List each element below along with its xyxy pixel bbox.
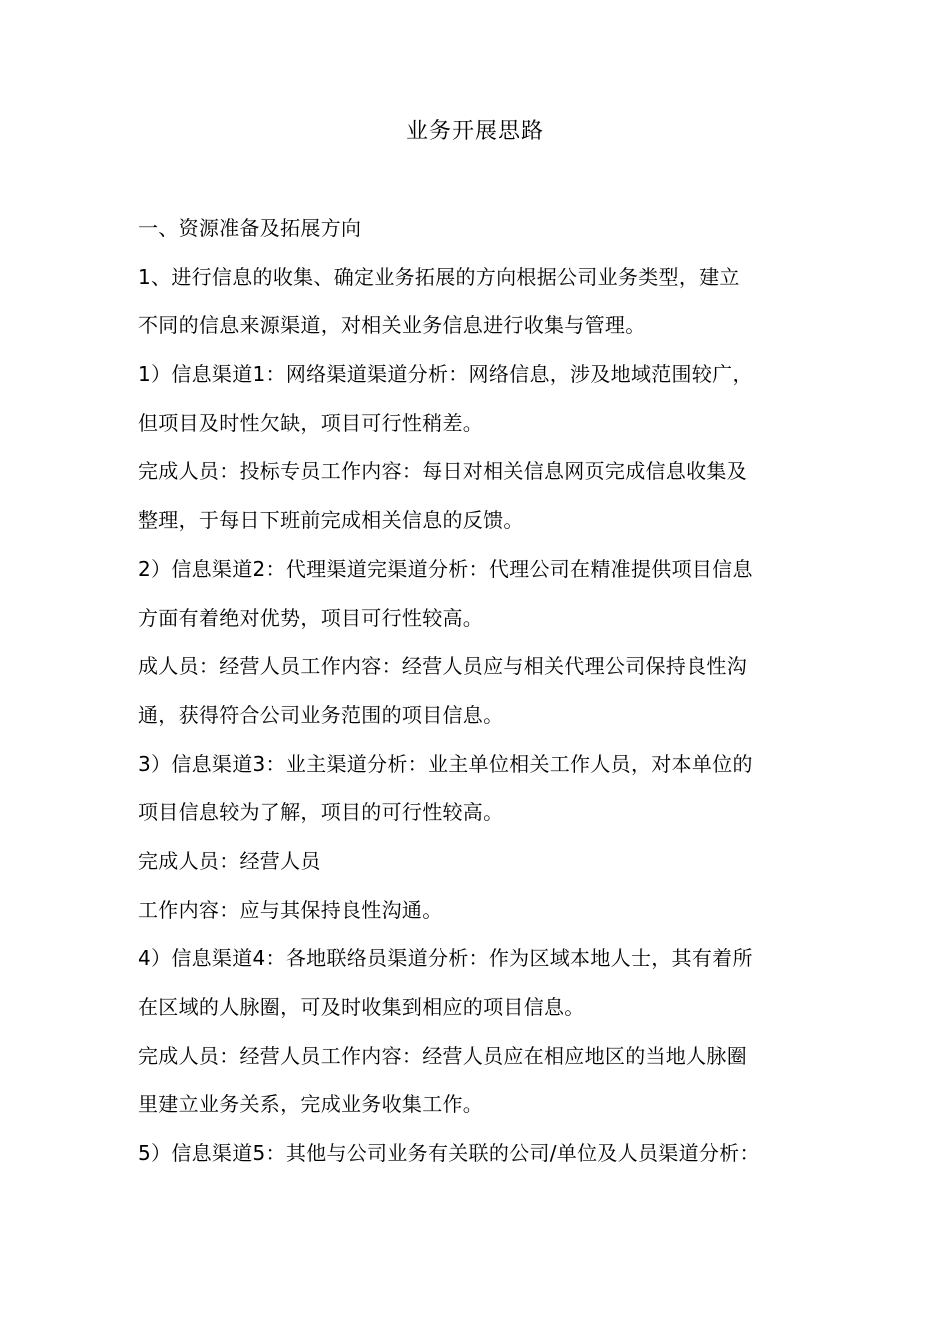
paragraph-line: 5）信息渠道5：其他与公司业务有关联的公司/单位及人员渠道分析： xyxy=(138,1141,760,1166)
paragraph-line: 完成人员：经营人员 xyxy=(138,848,321,873)
document-body xyxy=(138,204,828,1178)
paragraph-line: 1、进行信息的收集、确定业务拓展的方向根据公司业务类型，建立 xyxy=(138,264,740,289)
document-title: 业务开展思路 xyxy=(405,119,544,144)
paragraph-line: 方面有着绝对优势，项目可行性较高。 xyxy=(138,605,484,630)
paragraph-line: 工作内容：应与其保持良性沟通。 xyxy=(138,897,443,922)
paragraph-line: 完成人员：经营人员工作内容：经营人员应在相应地区的当地人脉圈 xyxy=(138,1043,747,1068)
paragraph-line: 2）信息渠道2：代理渠道完渠道分析：代理公司在精准提供项目信息 xyxy=(138,556,753,581)
paragraph-line: 在区域的人脉圈，可及时收集到相应的项目信息。 xyxy=(138,995,585,1019)
paragraph-line: 整理，于每日下班前完成相关信息的反馈。 xyxy=(138,508,524,533)
paragraph-line: 项目信息较为了解，项目的可行性较高。 xyxy=(138,800,504,825)
section-heading: 一、资源准备及拓展方向 xyxy=(138,216,362,240)
paragraph-line: 4）信息渠道4：各地联络员渠道分析：作为区域本地人士，其有着所 xyxy=(138,946,753,971)
paragraph-line: 完成人员：投标专员工作内容：每日对相关信息网页完成信息收集及 xyxy=(138,459,747,484)
paragraph-line: 通，获得符合公司业务范围的项目信息。 xyxy=(138,702,504,727)
paragraph-line: 3）信息渠道3：业主渠道分析：业主单位相关工作人员，对本单位的 xyxy=(138,751,753,776)
paragraph-line: 不同的信息来源渠道，对相关业务信息进行收集与管理。 xyxy=(138,313,646,338)
paragraph-line: 但项目及时性欠缺，项目可行性稍差。 xyxy=(138,410,484,435)
paragraph-line: 1）信息渠道1：网络渠道渠道分析：网络信息，涉及地域范围较广， xyxy=(138,362,753,387)
paragraph-line: 成人员：经营人员工作内容：经营人员应与相关代理公司保持良性沟 xyxy=(138,654,747,679)
paragraph-line: 里建立业务关系，完成业务收集工作。 xyxy=(138,1092,484,1117)
